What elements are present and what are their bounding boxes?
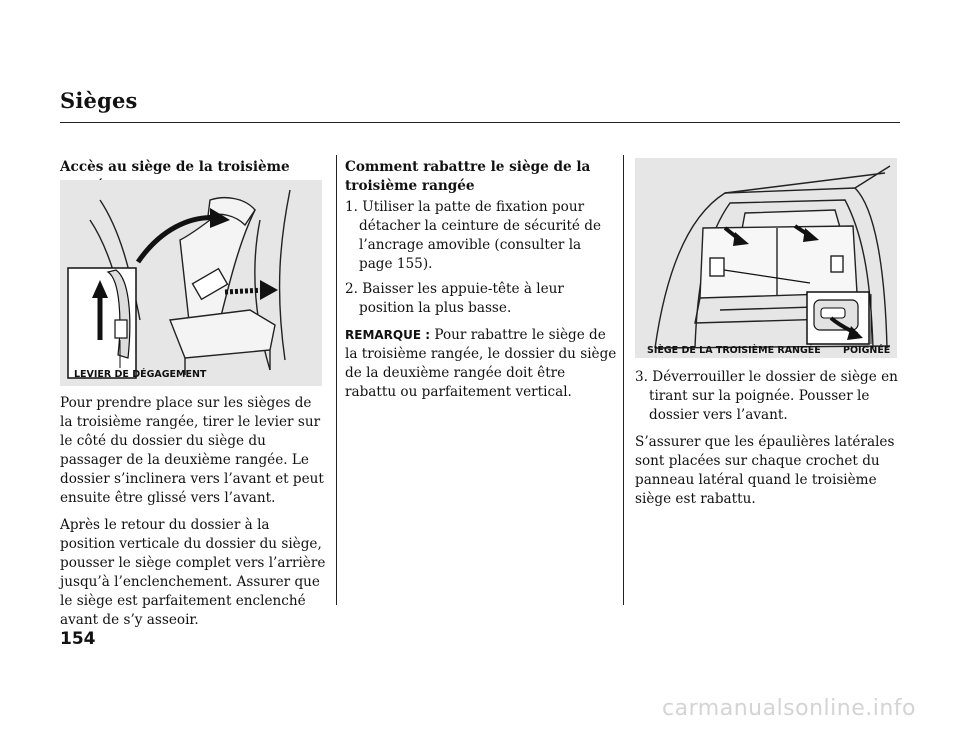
right-paragraph: S’assurer que les épaulières latérales sont placées sur chaque crochet du panneau latéral quand le troisième siège est rabattu. — [635, 434, 895, 507]
step-2: 2. Baisser les appuie-tête à leur position la plus basse. — [345, 281, 564, 316]
header-rule — [60, 122, 900, 123]
column-divider-right — [623, 155, 624, 605]
note-label: REMARQUE : — [345, 328, 431, 342]
left-paragraph-1: Pour prendre place sur les sièges de la troisième rangée, tirer le levier sur le côté du dossier du siège du passager de la deuxième rangée. Le dossier s’inclinera vers l’avant et peut ensuite être glissé vers l’avant. — [60, 395, 324, 506]
left-figure-caption: LEVIER DE DÉGAGEMENT — [74, 369, 207, 380]
step-3: 3. Déverrouiller le dossier de siège en tirant sur la poignée. Pousser le dossier vers l’avant. — [635, 369, 898, 423]
left-body — [60, 394, 328, 638]
middle-heading: Comment rabattre le siège de la troisième rangée — [345, 159, 591, 194]
note-text: Pour rabattre le siège de la troisième rangée, le dossier du siège de la deuxième rangée doit être rabattu ou parfaitement vertical. — [345, 327, 617, 400]
left-heading: Accès au siège de la troisième — [60, 159, 290, 175]
page-number: 154 — [60, 629, 96, 649]
right-figure-caption-handle: POIGNÉE — [843, 345, 891, 356]
note-paragraph — [345, 326, 617, 402]
right-figure-caption-seat: SIÈGE DE LA TROISIÈME RANGÉE — [647, 345, 821, 356]
third-row-seat-drawing — [635, 158, 897, 358]
section-title: Sièges — [60, 88, 138, 113]
right-body — [635, 368, 900, 517]
column-divider-left — [336, 155, 337, 605]
step-1: 1. Utiliser la patte de fixation pour détacher la ceinture de sécurité de l’ancrage amovible (consulter la page 155). — [345, 199, 602, 272]
third-row-seat-illustration — [635, 158, 897, 358]
release-lever-drawing — [60, 180, 322, 386]
middle-column — [345, 158, 617, 410]
watermark: carmanualsonline.info — [662, 696, 916, 721]
release-lever-illustration — [60, 180, 322, 386]
left-paragraph-2: Après le retour du dossier à la position verticale du dossier du siège, pousser le siège complet vers l’arrière jusqu’à l’enclenchement. Assurer que le siège est parfaitement enclenché avant de s’y asseoir. — [60, 517, 326, 628]
